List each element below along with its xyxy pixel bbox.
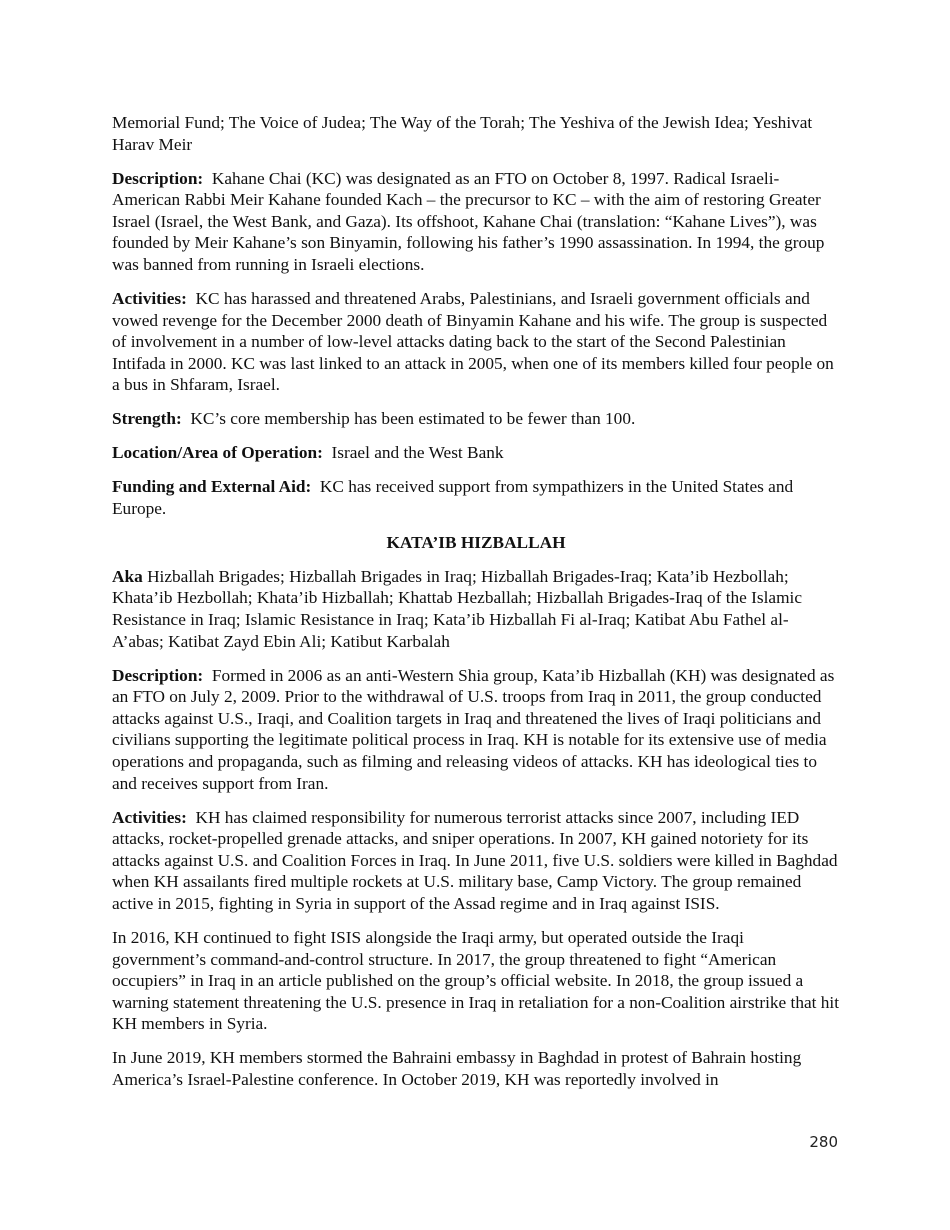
kh-activities-text: KH has claimed responsibility for numerous terrorist attacks since 2007, including IED attacks, rocket-propelled grenade attacks, and sniper operations. In 2007, KH gained notoriety for its attacks against U.S. and Coalition Forces in Iraq. In June 2011, five U.S. soldiers were killed in Baghdad when KH assailants fired multiple rockets at U.S. military base, Camp Victory. The group remained active in 2015, fighting in Syria in support of the Assad regime and in Iraq against ISIS. (112, 807, 838, 913)
kc-funding-text: KC has received support from sympathizers in the United States and Europe. (112, 477, 794, 518)
kh-paragraph-2019: In June 2019, KH members stormed the Bahraini embassy in Baghdad in protest of Bahrain hosting America’s Israel-Palestine conference. In October 2019, KH was reportedly involved in (112, 1048, 802, 1089)
kc-activities-label: Activities: (112, 288, 187, 308)
kh-section-heading: KATA’IB HIZBALLAH (386, 532, 566, 552)
kc-strength (112, 408, 840, 430)
kc-description-text: Kahane Chai (KC) was designated as an FTO on October 8, 1997. Radical Israeli-American Rabbi Meir Kahane founded Kach – the precursor to KC – with the aim of restoring Greater Israel (Israel, the West Bank, and Gaza). Its offshoot, Kahane Chai (translation: “Kahane Lives”), was founded by Meir Kahane’s son Binyamin, following his father’s 1990 assassination. In 1994, the group was banned from running in Israeli elections. (112, 168, 825, 274)
kh-activities (112, 807, 840, 915)
kc-activities-text: KC has harassed and threatened Arabs, Palestinians, and Israeli government officials and vowed revenge for the December 2000 death of Binyamin Kahane and his wife. The group is suspected of involvement in a number of low-level attacks dating back to the start of the Second Palestinian Intifada in 2000. KC was last linked to an attack in 2005, when one of its members killed four people on a bus in Shfaram, Israel. (112, 288, 834, 395)
kh-aka-label: Aka (112, 566, 143, 586)
kh-aka (112, 566, 840, 652)
kc-location-text: Israel and the West Bank (331, 443, 504, 463)
kh-description-label: Description: (112, 665, 204, 685)
kh-aka-text: Hizballah Brigades; Hizballah Brigades in Iraq; Hizballah Brigades-Iraq; Kata’ib Hezbollah; Khata’ib Hezbollah; Khata’ib Hizballah; Khattab Hezballah; Hizballah Brigades-Iraq of the Islamic Resistance in Iraq; Islamic Resistance in Iraq; Kata’ib Hizballah Fi al-Iraq; Katibat Abu Fathel al-A’abas; Katibat Zayd Ebin Ali; Katibut Karbalah (112, 566, 803, 651)
kc-funding (112, 476, 840, 519)
kc-funding-label: Funding and External Aid: (112, 477, 312, 497)
kh-activities-label: Activities: (112, 807, 187, 827)
kh-description (112, 665, 840, 795)
page-number: 280 (809, 1133, 838, 1151)
kh-description-text: Formed in 2006 as an anti-Western Shia group, Kata’ib Hizballah (KH) was designated as an FTO on July 2, 2009. Prior to the withdrawal of U.S. troops from Iraq in 2011, the group conducted attacks against U.S., Iraqi, and Coalition targets in Iraq and threatened the lives of Iraqi politicians and civilians supporting the legitimate political process in Iraq. KH is notable for its extensive use of media operations and propaganda, such as filming and releasing videos of attacks. KH has ideological ties to and receives support from Iran. (112, 665, 835, 793)
kc-strength-label: Strength: (112, 409, 182, 429)
kc-activities (112, 288, 840, 396)
kc-strength-text: KC’s core membership has been estimated to be fewer than 100. (190, 409, 636, 429)
kc-location-label: Location/Area of Operation: (112, 443, 323, 463)
kc-location (112, 442, 840, 464)
kc-description (112, 168, 840, 276)
document-page (112, 112, 840, 1103)
kc-description-label: Description: (112, 168, 204, 188)
aka-continuation: Memorial Fund; The Voice of Judea; The Way of the Torah; The Yeshiva of the Jewish Idea; Yeshivat Harav Meir (112, 113, 813, 154)
kh-paragraph-2016: In 2016, KH continued to fight ISIS alongside the Iraqi army, but operated outside the Iraqi government’s command-and-control structure. In 2017, the group threatened to fight “American occupiers” in Iraq in an article published on the group’s official website. In 2018, the group issued a warning statement threatening the U.S. presence in Iraq in retaliation for a non-Coalition airstrike that hit KH members in Syria. (112, 927, 840, 1034)
